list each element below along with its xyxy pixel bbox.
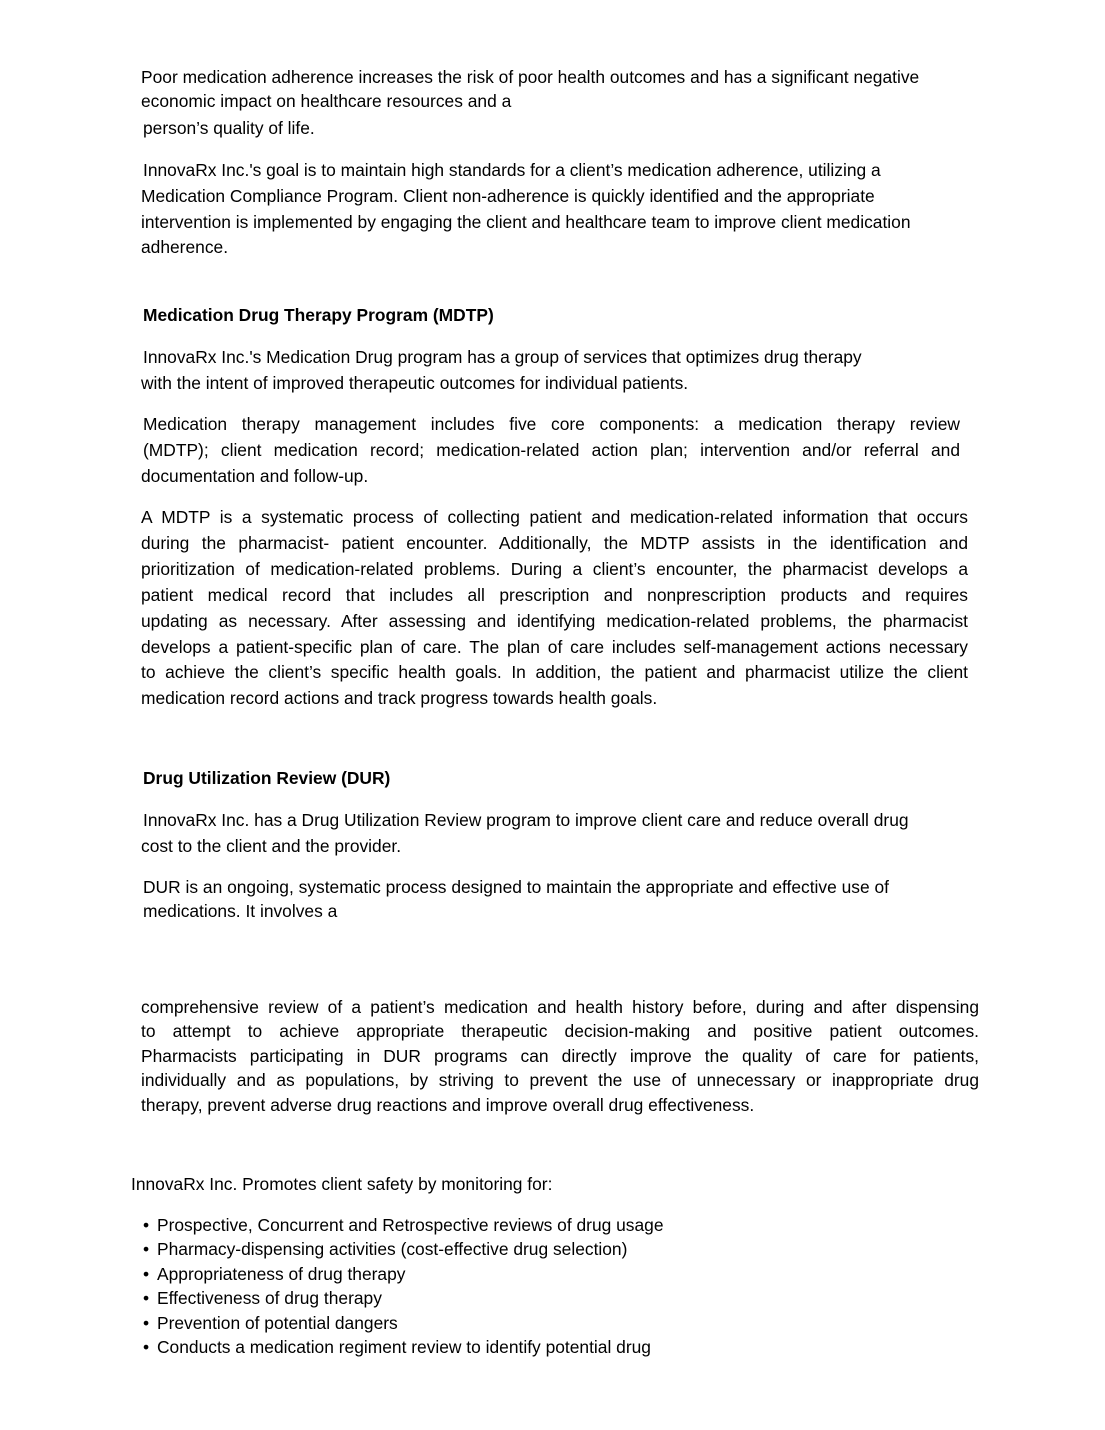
text-line: A MDTP is a systematic process of collecting patient and medication-related information that occurs [141, 507, 968, 527]
text-line: comprehensive review of a patient’s medication and health history before, during and after dispensing [141, 997, 979, 1017]
safety-intro: InnovaRx Inc. Promotes client safety by monitoring for: [131, 1174, 553, 1194]
bullet-icon: • [143, 1215, 150, 1235]
list-item-text: Appropriateness of drug therapy [157, 1263, 406, 1284]
dur-paragraph-3 [141, 995, 979, 1117]
list-item [143, 1213, 664, 1237]
text-line: adherence. [141, 237, 229, 257]
intro-paragraph-1 [141, 65, 971, 141]
text-line: develops a patient-specific plan of care. The plan of care includes self-management actions necessary [141, 636, 968, 657]
text-line: individually and as populations, by striving to prevent the use of unnecessary or inappropriate drug [141, 1070, 979, 1091]
text-line: with the intent of improved therapeutic outcomes for individual patients. [141, 373, 689, 393]
list-item-text: Effectiveness of drug therapy [157, 1288, 382, 1309]
dur-paragraph-2 [143, 875, 973, 924]
text-line: medication record actions and track progress towards health goals. [141, 687, 658, 708]
mdtp-paragraph-3 [141, 505, 968, 711]
text-line: (MDTP); client medication record; medication-related action plan; intervention and/or referral and [143, 440, 960, 460]
section-heading-dur: Drug Utilization Review (DUR) [143, 768, 391, 788]
list-item-text: Prevention of potential dangers [157, 1312, 398, 1333]
list-item [143, 1286, 664, 1310]
list-item [143, 1311, 664, 1335]
text-line: during the pharmacist- patient encounter. Additionally, the MDTP assists in the identification and [141, 533, 968, 554]
text-line: person’s quality of life. [143, 118, 315, 138]
text-line: documentation and follow-up. [141, 466, 369, 486]
mdtp-paragraph-2 [143, 412, 960, 489]
list-item-text: Conducts a medication regiment review to identify potential drug [157, 1336, 651, 1357]
text-line: InnovaRx Inc. has a Drug Utilization Review program to improve client care and reduce overall drug [143, 810, 909, 830]
text-line: economic impact on healthcare resources and a [141, 91, 512, 111]
bullet-icon: • [143, 1288, 150, 1309]
text-line: Poor medication adherence increases the risk of poor health outcomes and has a significant negative [141, 67, 920, 87]
list-item [143, 1335, 664, 1359]
text-line: Medication therapy management includes five core components: a medication therapy review [143, 414, 960, 434]
text-line: Medication Compliance Program. Client non-adherence is quickly identified and the appropriate [141, 186, 875, 206]
text-line: Pharmacists participating in DUR programs can directly improve the quality of care for patients, [141, 1045, 979, 1066]
bullet-icon: • [143, 1336, 150, 1357]
text-line: to attempt to achieve appropriate therapeutic decision-making and positive patient outcomes. [141, 1021, 979, 1042]
text-line: InnovaRx Inc.'s Medication Drug program has a group of services that optimizes drug therapy [143, 347, 862, 367]
text-line: patient medical record that includes all prescription and nonprescription products and requires [141, 584, 968, 605]
text-line: cost to the client and the provider. [141, 836, 402, 856]
mdtp-paragraph-1 [141, 345, 971, 396]
text-line: medications. It involves a [143, 901, 338, 921]
text-line: updating as necessary. After assessing and identifying medication-related problems, the pharmacist [141, 610, 968, 631]
text-line: to achieve the client’s specific health goals. In addition, the patient and pharmacist utilize the client [141, 662, 968, 683]
list-item-text: Prospective, Concurrent and Retrospective reviews of drug usage [157, 1215, 664, 1235]
text-line: therapy, prevent adverse drug reactions and improve overall drug effectiveness. [141, 1094, 755, 1115]
list-item [143, 1237, 664, 1261]
list-item-text: Pharmacy-dispensing activities (cost-effective drug selection) [157, 1239, 628, 1260]
text-line: intervention is implemented by engaging the client and healthcare team to improve client medication [141, 212, 911, 232]
dur-paragraph-1 [141, 808, 971, 859]
bullet-icon: • [143, 1263, 150, 1284]
text-line: DUR is an ongoing, systematic process designed to maintain the appropriate and effective use of [143, 877, 889, 897]
intro-paragraph-2 [141, 158, 971, 260]
text-line: prioritization of medication-related problems. During a client’s encounter, the pharmacist develops a [141, 559, 968, 580]
list-item [143, 1262, 664, 1286]
bullet-icon: • [143, 1312, 150, 1333]
safety-bullet-list [143, 1213, 664, 1359]
bullet-icon: • [143, 1239, 150, 1260]
text-line: InnovaRx Inc.'s goal is to maintain high standards for a client’s medication adherence, utilizing a [143, 160, 881, 180]
section-heading-mdtp: Medication Drug Therapy Program (MDTP) [143, 305, 494, 325]
